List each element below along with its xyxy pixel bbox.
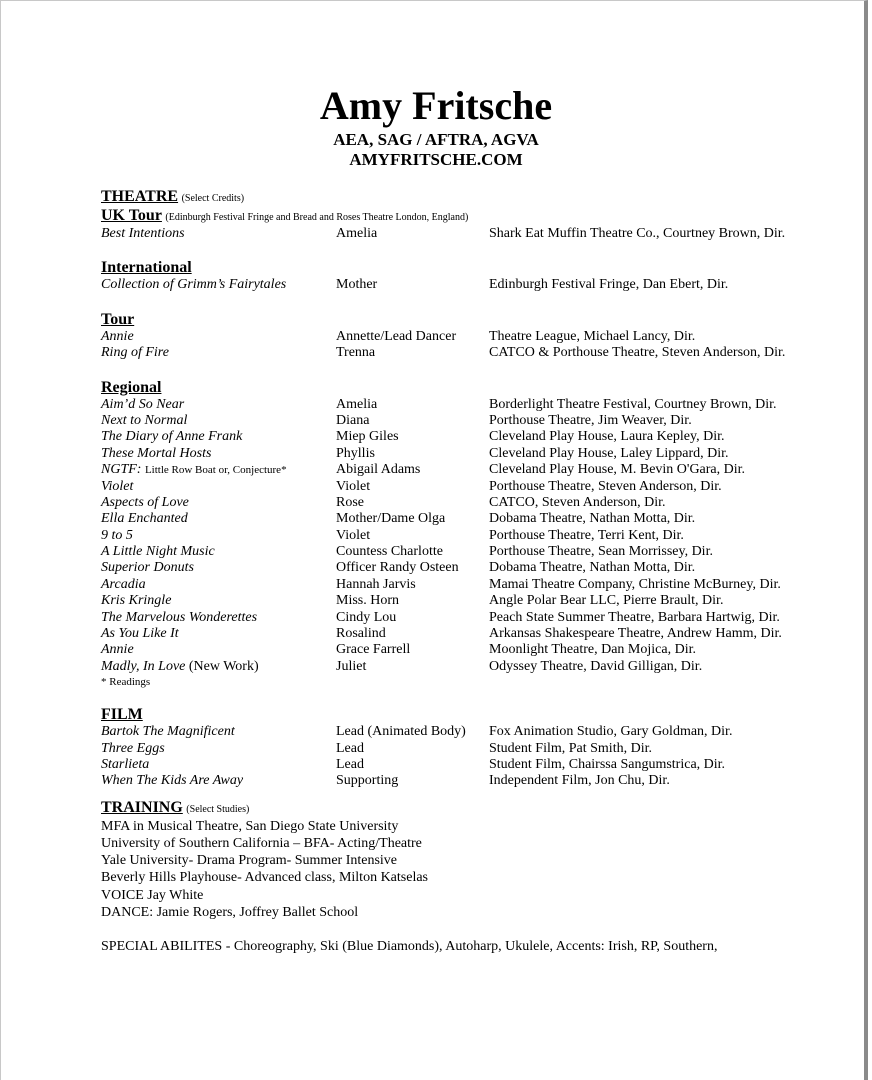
credit-row: Collection of Grimm’s Fairytales Mother Edinburgh Festival Fringe, Dan Ebert, Dir. <box>101 277 729 293</box>
theatre-heading: THEATRE (Select Credits) <box>101 188 245 205</box>
credit-row: Bartok The Magnificent Lead (Animated Body) Fox Animation Studio, Gary Goldman, Dir. <box>101 724 733 740</box>
credit-row: Starlieta Lead Student Film, Chairssa Sangumstrica, Dir. <box>101 756 726 772</box>
credit-row: NGTF: Little Row Boat or, Conjecture* Abigail Adams Cleveland Play House, M. Bevin O'Gara, Dir. <box>101 462 746 478</box>
readings-footnote: * Readings <box>101 676 151 689</box>
uk-tour-credits <box>101 226 841 242</box>
credit-row: Arcadia Hannah Jarvis Mamai Theatre Company, Christine McBurney, Dir. <box>101 576 781 592</box>
uk-tour-heading: UK Tour (Edinburgh Festival Fringe and Bread and Roses Theatre London, England) <box>101 207 469 224</box>
training-item: VOICE Jay White <box>101 887 204 903</box>
resume-header <box>0 84 872 169</box>
international-heading: International <box>101 259 192 277</box>
credit-row: The Diary of Anne Frank Miep Giles Cleveland Play House, Laura Kepley, Dir. <box>101 429 725 445</box>
regional-heading: Regional <box>101 378 162 396</box>
training-list <box>101 818 841 921</box>
credit-row: Annie Grace Farrell Moonlight Theatre, Dan Mojica, Dir. <box>101 642 696 658</box>
credit-row: Annie Annette/Lead Dancer Theatre League, Michael Lancy, Dir. <box>101 328 696 344</box>
credit-row: Madly, In Love (New Work) Juliet Odyssey Theatre, David Gilligan, Dir. <box>101 658 703 674</box>
credit-row: Aspects of Love Rose CATCO, Steven Anderson, Dir. <box>101 494 666 510</box>
training-item: MFA in Musical Theatre, San Diego State University <box>101 818 399 834</box>
tour-heading: Tour <box>101 310 135 328</box>
credit-row: When The Kids Are Away Supporting Independent Film, Jon Chu, Dir. <box>101 773 670 789</box>
credit-row: As You Like It Rosalind Arkansas Shakespeare Theatre, Andrew Hamm, Dir. <box>101 626 782 642</box>
performer-name: Amy Fritsche <box>319 83 553 128</box>
website: AMYFRITSCHE.COM <box>349 150 523 169</box>
training-item: DANCE: Jamie Rogers, Joffrey Ballet School <box>101 904 359 920</box>
credit-row: Ella Enchanted Mother/Dame Olga Dobama Theatre, Nathan Motta, Dir. <box>101 511 696 527</box>
union-affiliations: AEA, SAG / AFTRA, AGVA <box>333 130 539 149</box>
special-abilities: SPECIAL ABILITES - Choreography, Ski (Blue Diamonds), Autoharp, Ukulele, Accents: Irish, RP, Southern, <box>101 938 718 954</box>
credit-row: Aim’d So Near Amelia Borderlight Theatre Festival, Courtney Brown, Dir. <box>101 396 777 412</box>
credit-row: Best Intentions Amelia Shark Eat Muffin Theatre Co., Courtney Brown, Dir. <box>101 226 786 241</box>
credit-row: 9 to 5 Violet Porthouse Theatre, Terri Kent, Dir. <box>101 527 684 543</box>
resume-body <box>101 188 841 955</box>
credit-row: Ring of Fire Trenna CATCO & Porthouse Theatre, Steven Anderson, Dir. <box>101 345 786 361</box>
training-item: University of Southern California – BFA- Acting/Theatre <box>101 835 422 851</box>
training-item: Yale University- Drama Program- Summer Intensive <box>101 853 398 869</box>
credit-row: Three Eggs Lead Student Film, Pat Smith, Dir. <box>101 740 652 756</box>
credit-row: A Little Night Music Countess Charlotte Porthouse Theatre, Sean Morrissey, Dir. <box>101 544 713 560</box>
credit-row: These Mortal Hosts Phyllis Cleveland Play House, Laley Lippard, Dir. <box>101 445 729 461</box>
credit-row: Superior Donuts Officer Randy Osteen Dobama Theatre, Nathan Motta, Dir. <box>101 560 696 576</box>
credit-row: Kris Kringle Miss. Horn Angle Polar Bear LLC, Pierre Brault, Dir. <box>101 593 724 609</box>
training-heading: TRAINING (Select Studies) <box>101 798 250 816</box>
film-credits <box>101 724 841 790</box>
credit-row: Violet Violet Porthouse Theatre, Steven Anderson, Dir. <box>101 478 722 494</box>
training-item: Beverly Hills Playhouse- Advanced class, Milton Katselas <box>101 870 428 886</box>
credit-row: Next to Normal Diana Porthouse Theatre, Jim Weaver, Dir. <box>101 412 692 428</box>
film-heading: FILM <box>101 706 143 724</box>
regional-credits <box>101 397 841 676</box>
credit-row: The Marvelous Wonderettes Cindy Lou Peach State Summer Theatre, Barbara Hartwig, Dir. <box>101 609 780 625</box>
